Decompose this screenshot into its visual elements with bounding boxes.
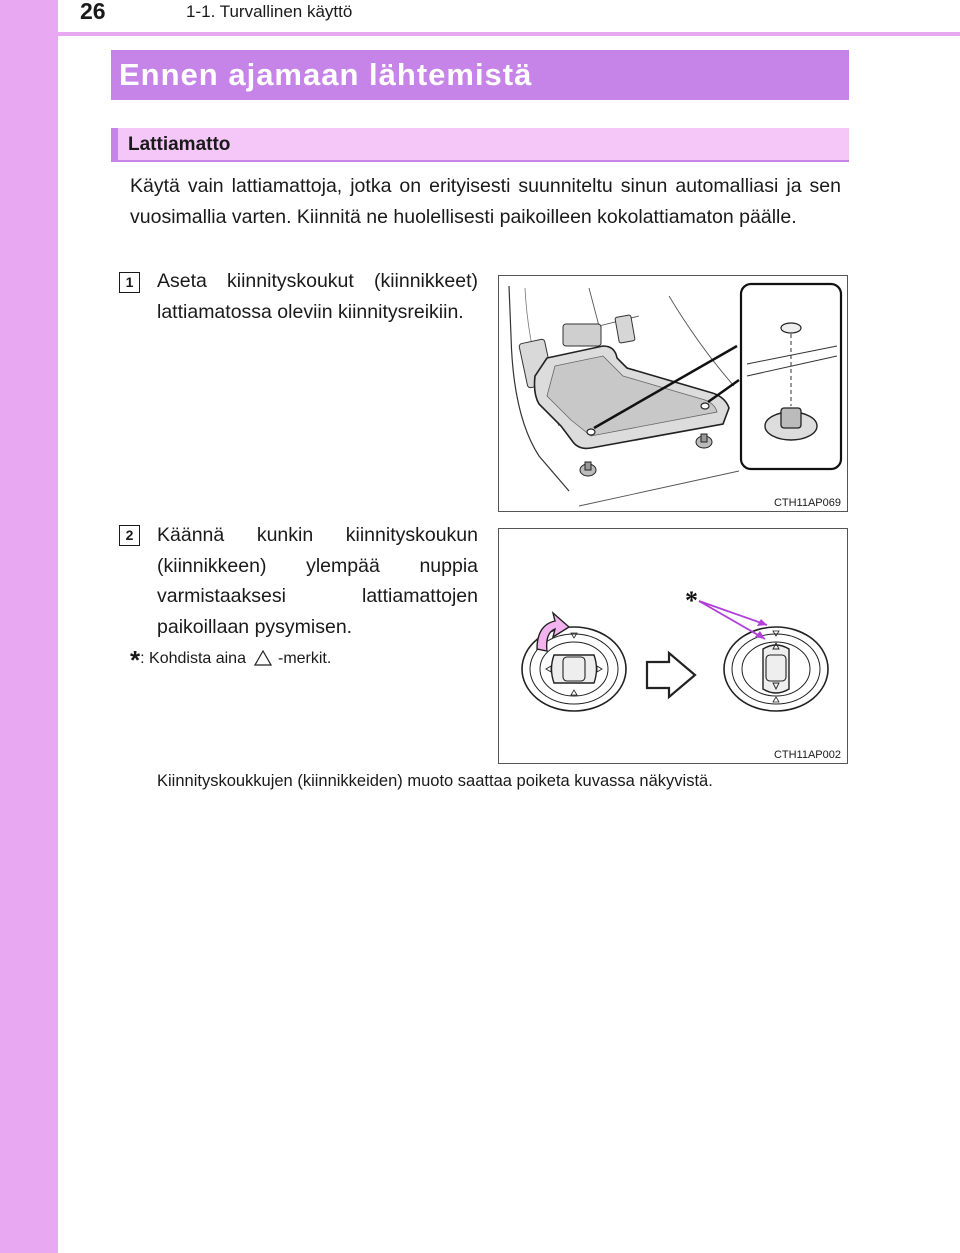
- intro-paragraph: Käytä vain lattiamattoja, jotka on erityisesti suunniteltu sinun automalliasi ja sen vuosimallia varten. Kiinnitä ne huolellisesti paikoilleen kokolattiamaton päälle.: [130, 175, 841, 228]
- floor-mat-illustration: [499, 276, 847, 511]
- step-2-badge: 2: [119, 525, 140, 546]
- page-number: 26: [80, 0, 106, 24]
- subsection-title: Lattiamatto: [111, 128, 849, 162]
- clip-rotation-illustration: [499, 529, 847, 763]
- triangle-mark-icon: [254, 650, 272, 666]
- side-color-band: [0, 0, 58, 1253]
- figure-caption: Kiinnityskoukkujen (kiinnikkeiden) muoto saattaa poiketa kuvassa näkyvistä.: [157, 772, 713, 790]
- alignment-note: [130, 645, 331, 676]
- step-2-text: Käännä kunkin kiinnityskoukun (kiinnikkeen) ylempää nuppia varmistaaksesi lattiamattojen paikoillaan pysymisen.: [157, 524, 478, 638]
- note-asterisk: *: [130, 645, 141, 675]
- step-1-badge: 1: [119, 272, 140, 293]
- note-text-after: -merkit.: [277, 650, 332, 667]
- clip-rotation-figure: [498, 528, 848, 764]
- note-text-before: : Kohdista aina: [140, 650, 246, 667]
- figure-code: CTH11AP069: [773, 497, 841, 509]
- section-label: 1-1. Turvallinen käyttö: [186, 2, 353, 21]
- header-divider: [58, 32, 960, 36]
- page-title: Ennen ajamaan lähtemistä: [111, 50, 849, 100]
- figure-code: CTH11AP002: [773, 749, 841, 761]
- step-1-text: Aseta kiinnityskoukut (kiinnikkeet) lattiamatossa oleviin kiinnitysreikiin.: [157, 270, 478, 323]
- svg-text:*: *: [685, 586, 698, 615]
- floor-mat-figure: [498, 275, 848, 512]
